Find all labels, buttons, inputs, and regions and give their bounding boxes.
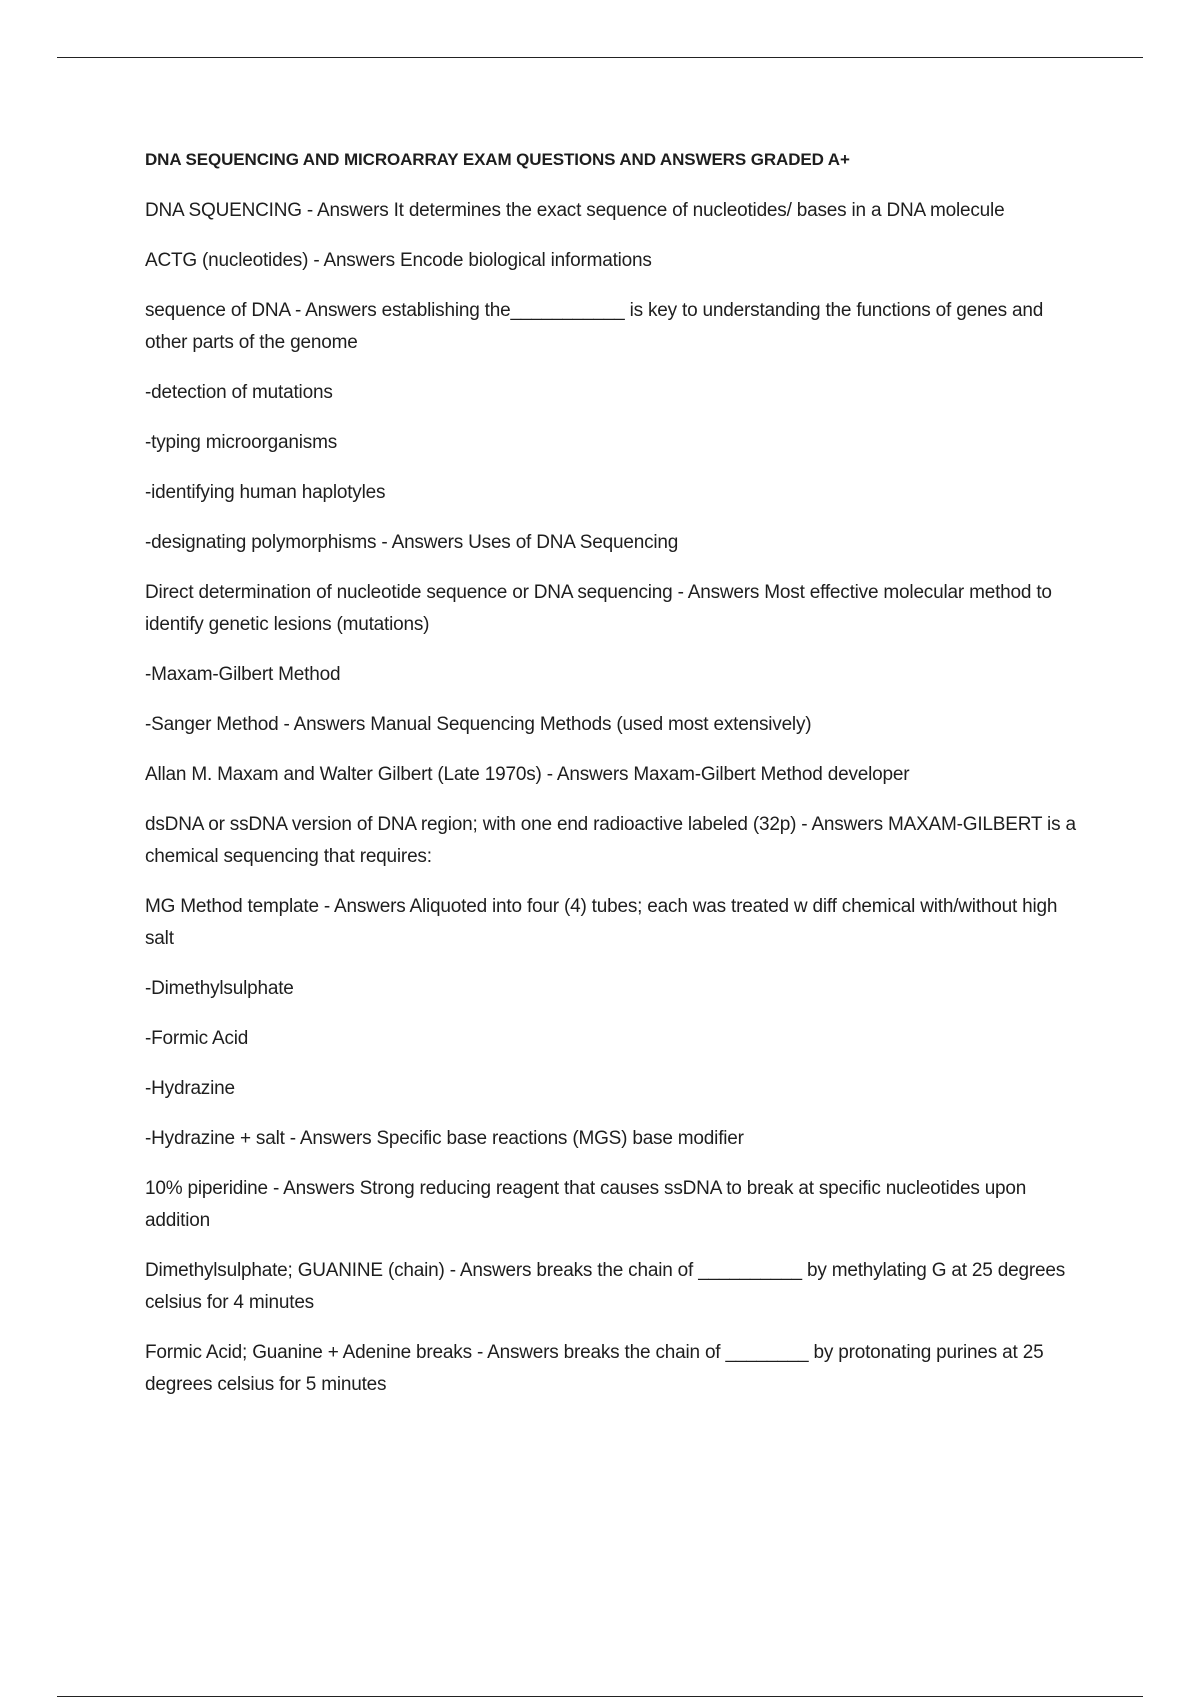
- paragraph: Allan M. Maxam and Walter Gilbert (Late 1970s) - Answers Maxam-Gilbert Method developer: [145, 764, 910, 785]
- paragraph: -typing microorganisms: [145, 432, 337, 453]
- paragraph: -detection of mutations: [145, 382, 333, 403]
- paragraph: -designating polymorphisms - Answers Uses of DNA Sequencing: [145, 532, 679, 553]
- paragraph: -Hydrazine: [145, 1078, 235, 1099]
- paragraph: -Formic Acid: [145, 1028, 249, 1049]
- document-body: [145, 146, 1090, 1419]
- document-title: DNA SEQUENCING AND MICROARRAY EXAM QUESTIONS AND ANSWERS GRADED A+: [145, 150, 850, 169]
- paragraph: Dimethylsulphate; GUANINE (chain) - Answers breaks the chain of __________ by methylating G at 25 degrees celsius for 4 minutes: [145, 1260, 1066, 1313]
- paragraph: Formic Acid; Guanine + Adenine breaks - Answers breaks the chain of ________ by protonating purines at 25 degrees celsius for 5 minutes: [145, 1342, 1044, 1395]
- paragraph: -Sanger Method - Answers Manual Sequencing Methods (used most extensively): [145, 714, 812, 735]
- bottom-rule: [57, 1696, 1143, 1697]
- paragraph: sequence of DNA - Answers establishing the___________ is key to understanding the functions of genes and other parts of the genome: [145, 300, 1044, 353]
- paragraph: MG Method template - Answers Aliquoted into four (4) tubes; each was treated w diff chemical with/without high salt: [145, 896, 1058, 949]
- paragraph: -Dimethylsulphate: [145, 978, 294, 999]
- paragraph: 10% piperidine - Answers Strong reducing reagent that causes ssDNA to break at specific nucleotides upon addition: [145, 1178, 1027, 1231]
- paragraph: dsDNA or ssDNA version of DNA region; with one end radioactive labeled (32p) - Answers MAXAM-GILBERT is a chemical sequencing that requires:: [145, 814, 1076, 867]
- paragraph: -identifying human haplotyles: [145, 482, 386, 503]
- paragraph: DNA SQUENCING - Answers It determines the exact sequence of nucleotides/ bases in a DNA molecule: [145, 200, 1005, 221]
- paragraph: -Maxam-Gilbert Method: [145, 664, 341, 685]
- paragraph: ACTG (nucleotides) - Answers Encode biological informations: [145, 250, 652, 271]
- paragraph: -Hydrazine + salt - Answers Specific base reactions (MGS) base modifier: [145, 1128, 744, 1149]
- top-rule: [57, 57, 1143, 58]
- paragraph: Direct determination of nucleotide sequence or DNA sequencing - Answers Most effective molecular method to identify genetic lesions (mutations): [145, 582, 1052, 635]
